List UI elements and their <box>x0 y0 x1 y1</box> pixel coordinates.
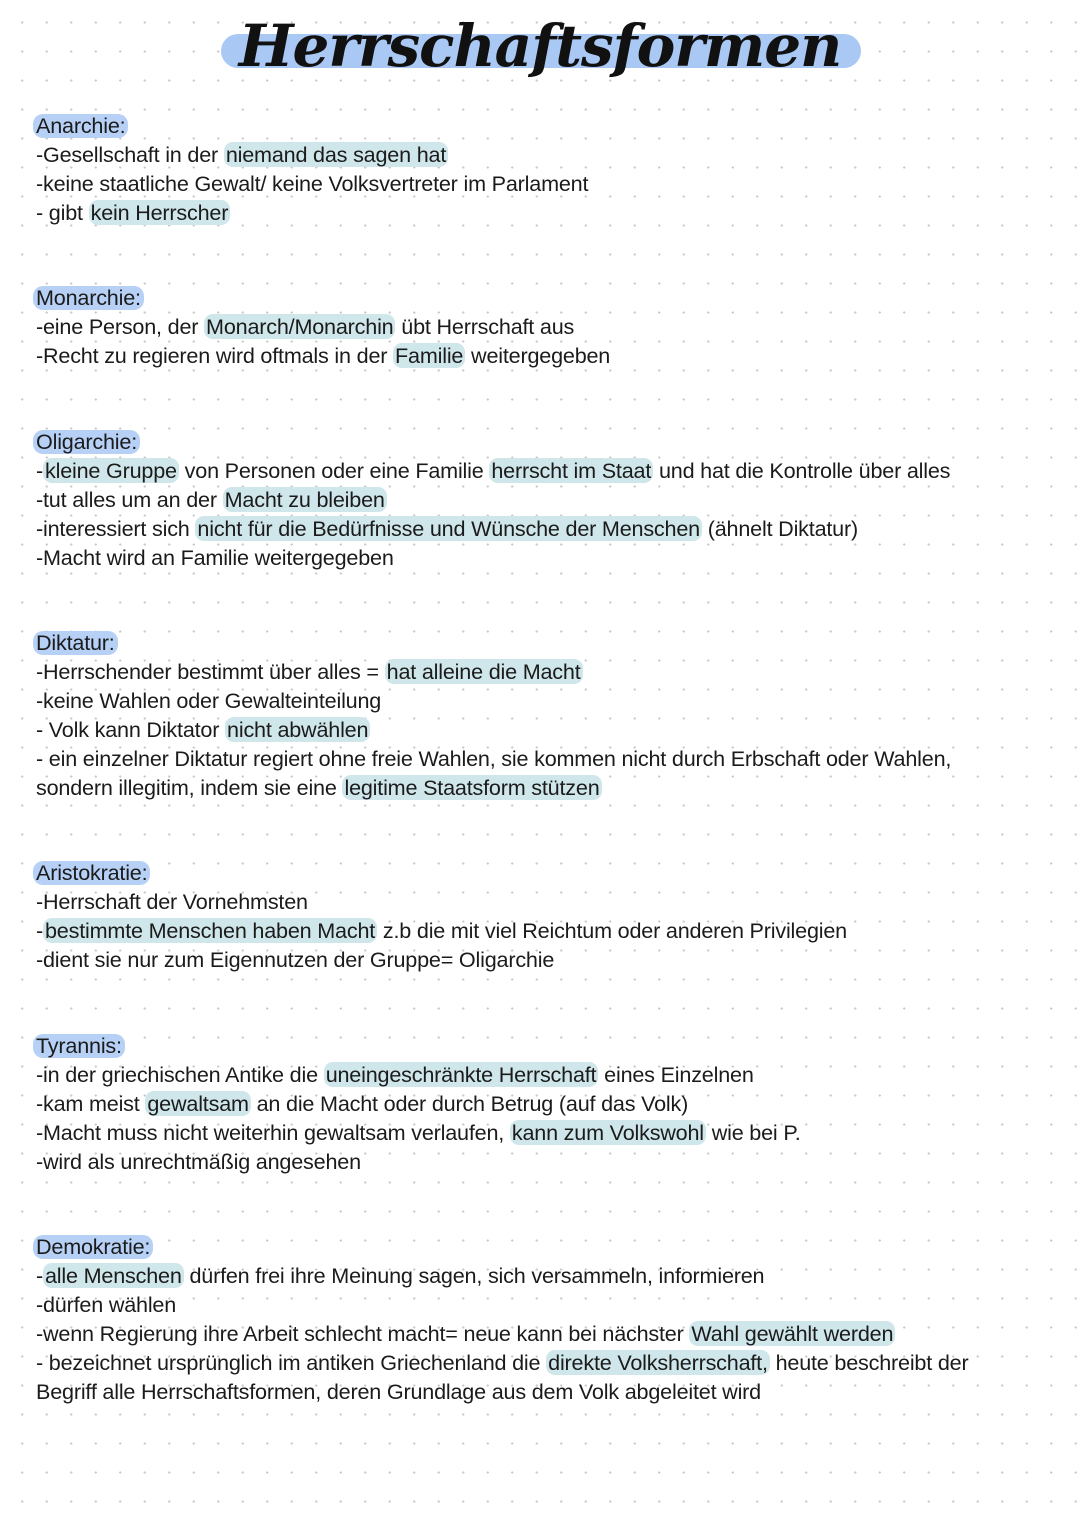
highlighted-text: kein Herrscher <box>90 200 229 225</box>
note-text: -Gesellschaft in der <box>36 142 224 167</box>
highlighted-text: Macht zu bleiben <box>224 487 385 512</box>
note-line <box>36 198 1076 227</box>
highlighted-text: bestimmte Menschen haben Macht <box>45 918 376 943</box>
note-text: - bezeichnet ursprünglich im antiken Griechenland die <box>36 1350 547 1375</box>
note-text: dürfen frei ihre Meinung sagen, sich versammeln, informieren <box>183 1263 765 1288</box>
page-title: Herrschaftsformen <box>225 6 856 86</box>
note-text: -Macht wird an Familie weitergegeben <box>36 545 394 570</box>
section-heading: Demokratie: <box>33 1235 153 1259</box>
note-text: eines Einzelnen <box>598 1062 754 1087</box>
section-heading: Tyrannis: <box>33 1034 125 1058</box>
note-line <box>36 657 1076 686</box>
note-line <box>36 744 1076 773</box>
highlighted-text: kleine Gruppe <box>45 458 177 483</box>
note-text: -dürfen wählen <box>36 1292 177 1317</box>
note-line <box>36 1118 1076 1147</box>
note-text: an die Macht oder durch Betrug (auf das Volk) <box>250 1091 689 1116</box>
note-line <box>36 485 1076 514</box>
note-line <box>36 1060 1076 1089</box>
note-line <box>36 312 1076 341</box>
note-text: -tut alles um an der <box>36 487 223 512</box>
section-heading: Oligarchie: <box>33 430 140 454</box>
section-heading-line <box>36 1031 1076 1060</box>
note-text: von Personen oder eine Familie <box>178 458 490 483</box>
note-text: - Volk kann Diktator <box>36 717 226 742</box>
note-text: sondern illegitim, indem sie eine <box>36 775 343 800</box>
highlighted-text: gewaltsam <box>147 1091 249 1116</box>
section-heading: Diktatur: <box>33 631 118 655</box>
note-line <box>36 1290 1076 1319</box>
highlighted-text: nicht für die Bedürfnisse und Wünsche der Menschen <box>197 516 700 541</box>
note-text: - <box>36 918 43 943</box>
note-line <box>36 887 1076 916</box>
note-line <box>36 916 1076 945</box>
note-text: -keine Wahlen oder Gewalteinteilung <box>36 688 382 713</box>
note-text: - gibt <box>36 200 89 225</box>
note-text: -in der griechischen Antike die <box>36 1062 324 1087</box>
note-line <box>36 686 1076 715</box>
section-heading-line <box>36 427 1076 456</box>
note-text: Begriff alle Herrschaftsformen, deren Grundlage aus dem Volk abgeleitet wird <box>36 1379 761 1404</box>
note-text: -dient sie nur zum Eigennutzen der Gruppe= Oligarchie <box>36 947 555 972</box>
highlighted-text: legitime Staatsform stützen <box>344 775 600 800</box>
section-anarchie <box>36 111 1076 227</box>
highlighted-text: direkte Volksherrschaft, <box>548 1350 768 1375</box>
section-tyrannis <box>36 1031 1076 1176</box>
note-line <box>36 341 1076 370</box>
note-text: heute beschreibt der <box>769 1350 969 1375</box>
section-oligarchie <box>36 427 1076 572</box>
note-text: -Macht muss nicht weiterhin gewaltsam verlaufen, <box>36 1120 510 1145</box>
note-text: -wird als unrechtmäßig angesehen <box>36 1149 361 1174</box>
note-line <box>36 543 1076 572</box>
note-text: -Recht zu regieren wird oftmals in der <box>36 343 394 368</box>
highlighted-text: Monarch/Monarchin <box>206 314 394 339</box>
highlighted-text: uneingeschränkte Herrschaft <box>325 1062 597 1087</box>
highlighted-text: alle Menschen <box>45 1263 182 1288</box>
note-line <box>36 1147 1076 1176</box>
note-text: -eine Person, der <box>36 314 205 339</box>
note-text: -interessiert sich <box>36 516 196 541</box>
highlighted-text: herrscht im Staat <box>491 458 652 483</box>
section-diktatur <box>36 628 1076 802</box>
note-text: -kam meist <box>36 1091 146 1116</box>
note-text: übt Herrschaft aus <box>395 314 575 339</box>
section-heading-line <box>36 628 1076 657</box>
note-line <box>36 715 1076 744</box>
note-text: -Herrschender bestimmt über alles = <box>36 659 385 684</box>
note-line <box>36 456 1076 485</box>
note-line <box>36 1261 1076 1290</box>
note-line <box>36 1348 1076 1377</box>
section-aristokratie <box>36 858 1076 974</box>
note-text: -keine staatliche Gewalt/ keine Volksvertreter im Parlament <box>36 171 589 196</box>
note-line <box>36 169 1076 198</box>
title-container <box>0 6 1080 86</box>
note-line <box>36 514 1076 543</box>
note-line <box>36 1089 1076 1118</box>
section-heading-line <box>36 283 1076 312</box>
section-heading-line <box>36 1232 1076 1261</box>
note-text: (ähnelt Diktatur) <box>701 516 858 541</box>
section-heading: Anarchie: <box>33 114 128 138</box>
note-text: - <box>36 1263 43 1288</box>
section-heading-line <box>36 858 1076 887</box>
note-line <box>36 945 1076 974</box>
note-text: - ein einzelner Diktatur regiert ohne freie Wahlen, sie kommen nicht durch Erbschaft oder Wahlen, <box>36 746 952 771</box>
highlighted-text: kann zum Volkswohl <box>511 1120 704 1145</box>
note-line <box>36 1319 1076 1348</box>
note-text: -wenn Regierung ihre Arbeit schlecht macht= neue kann bei nächster <box>36 1321 690 1346</box>
note-text: - <box>36 458 43 483</box>
note-line <box>36 773 1076 802</box>
highlighted-text: nicht abwählen <box>227 717 369 742</box>
section-monarchie <box>36 283 1076 370</box>
section-heading-line <box>36 111 1076 140</box>
note-text: -Herrschaft der Vornehmsten <box>36 889 308 914</box>
note-text: weitergegeben <box>465 343 611 368</box>
note-text: und hat die Kontrolle über alles <box>653 458 951 483</box>
note-line <box>36 140 1076 169</box>
highlighted-text: Wahl gewählt werden <box>691 1321 894 1346</box>
section-heading: Monarchie: <box>33 286 144 310</box>
highlighted-text: hat alleine die Macht <box>386 659 581 684</box>
section-demokratie <box>36 1232 1076 1406</box>
note-line <box>36 1377 1076 1406</box>
section-heading: Aristokratie: <box>33 861 150 885</box>
highlighted-text: Familie <box>395 343 464 368</box>
highlighted-text: niemand das sagen hat <box>225 142 447 167</box>
note-text: wie bei P. <box>705 1120 801 1145</box>
note-text: z.b die mit viel Reichtum oder anderen Privilegien <box>377 918 847 943</box>
